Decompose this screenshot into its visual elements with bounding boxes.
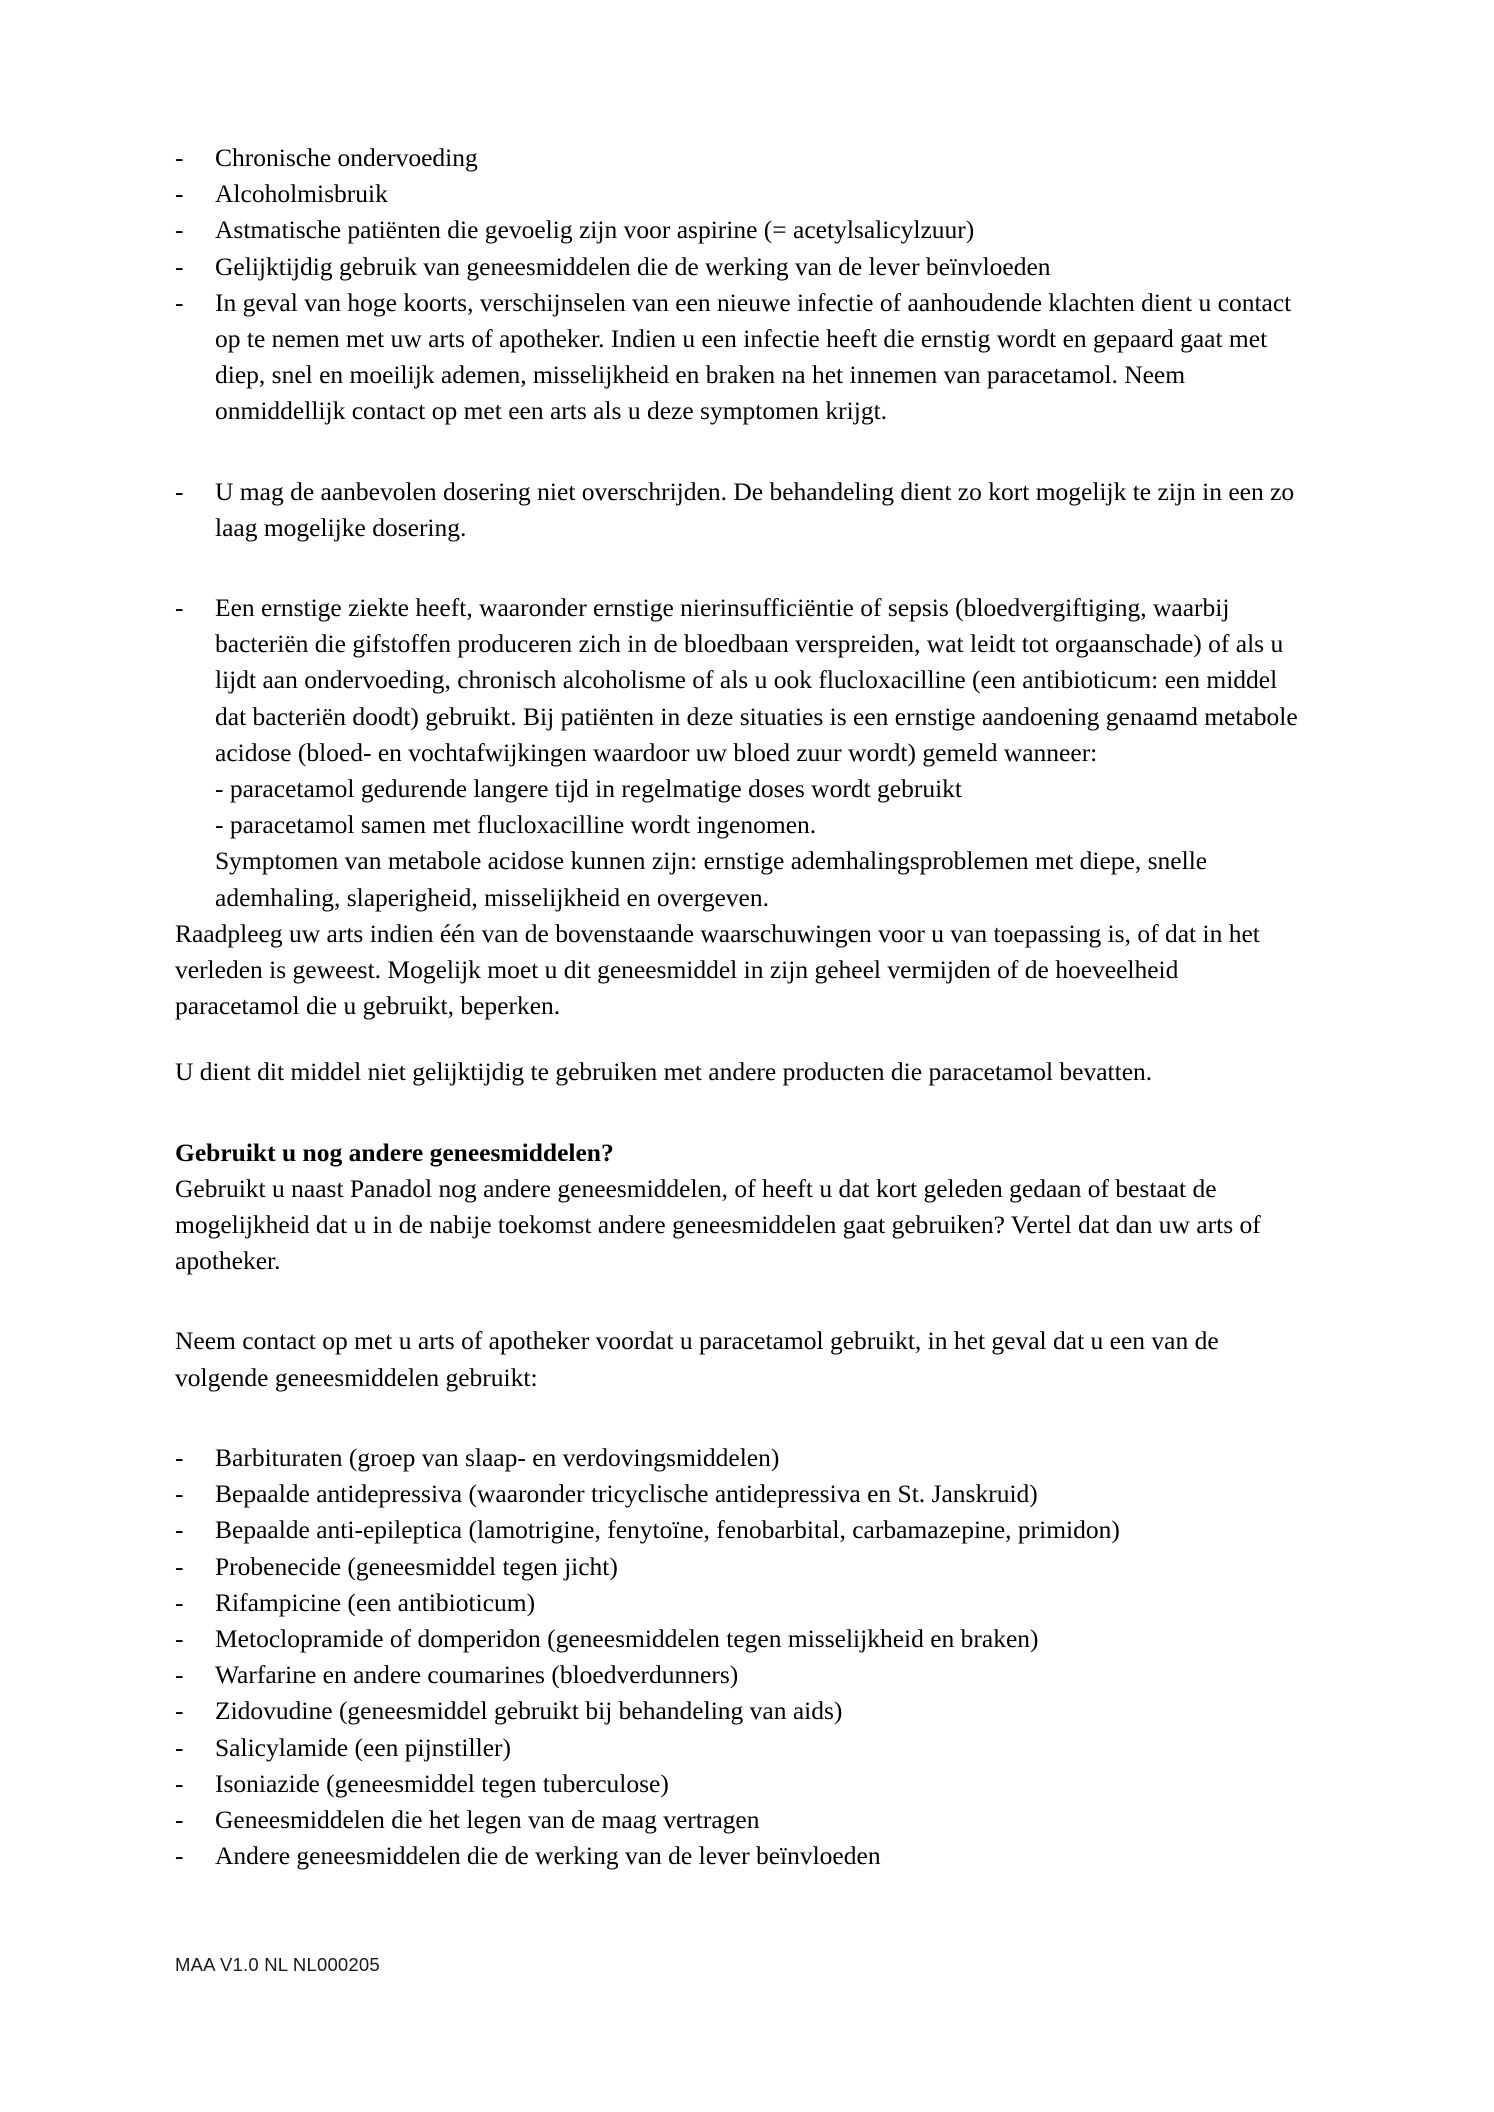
spacer (175, 1091, 1305, 1135)
bullet-dash-marker: - (175, 593, 184, 623)
list-item (175, 1476, 1305, 1512)
bullet-dash-marker: - (175, 251, 184, 281)
dosing-bullet-list (175, 474, 1305, 546)
concomitant-paracetamol-paragraph: U dient dit middel niet gelijktijdig te gebruiken met andere producten die paracetamol bevatten. (175, 1057, 1153, 1087)
page-footer-code: MAA V1.0 NL NL000205 (175, 1954, 380, 1975)
list-item (175, 1802, 1305, 1838)
bullet-dash-marker: - (175, 1660, 184, 1690)
spacer (175, 1396, 1305, 1440)
bullet-dash-marker: - (175, 1551, 184, 1581)
spacer (175, 1279, 1305, 1323)
list-item-text: U mag de aanbevolen dosering niet overschrijden. De behandeling dient zo kort mogelijk te zijn in een zo laag mogelijke dosering. (215, 476, 1295, 542)
bullet-dash-marker: - (175, 1804, 184, 1834)
list-item (175, 212, 1305, 248)
list-item-text: Bepaalde anti-epileptica (lamotrigine, fenytoïne, fenobarbital, carbamazepine, primidon) (215, 1515, 1120, 1545)
list-item (175, 1512, 1305, 1548)
list-item (175, 249, 1305, 285)
list-item-text: Zidovudine (geneesmiddel gebruikt bij behandeling van aids) (215, 1696, 843, 1726)
list-item (175, 176, 1305, 212)
section-heading-other-medicines: Gebruikt u nog andere geneesmiddelen? (175, 1137, 614, 1167)
list-item-text: Chronische ondervoeding (215, 143, 478, 172)
list-item (175, 1838, 1305, 1874)
list-item (175, 590, 1305, 916)
list-item-text: Probenecide (geneesmiddel tegen jicht) (215, 1551, 618, 1581)
list-item-text: Geneesmiddelen die het legen van de maag vertragen (215, 1804, 760, 1834)
bullet-dash-marker: - (175, 1515, 184, 1545)
bullet-dash-marker: - (175, 1841, 184, 1871)
spacer (175, 546, 1305, 590)
bullet-dash-marker: - (175, 287, 184, 317)
list-item (175, 1730, 1305, 1766)
warnings-bullet-list (175, 140, 1305, 430)
bullet-dash-marker: - (175, 1442, 184, 1472)
list-item-text: In geval van hoge koorts, verschijnselen van een nieuwe infectie of aanhoudende klachten dient u contact op te nemen met uw arts of apotheker. Indien u een infectie heeft die ernstig wordt en gepaard gaat met diep, snel en moeilijk ademen, misselijkheid en braken na het innemen van paracetamol. Neem onmiddellijk contact op met een arts als u deze symptomen krijgt. (215, 287, 1292, 426)
advice-paragraph: Raadpleeg uw arts indien één van de bovenstaande waarschuwingen voor u van toepassing is, of dat in het verleden is geweest. Mogelijk moet u dit geneesmiddel in zijn geheel vermijden of de hoeveelheid paracetamol die u gebruikt, beperken. (175, 918, 1267, 1021)
bullet-dash-marker: - (175, 1732, 184, 1762)
serious-illness-bullet-list (175, 590, 1305, 916)
bullet-dash-marker: - (175, 1587, 184, 1617)
list-item (175, 474, 1305, 546)
bullet-dash-marker: - (175, 215, 184, 245)
other-medicines-body: Gebruikt u naast Panadol nog andere geneesmiddelen, of heeft u dat kort geleden gedaan of bestaat de mogelijkheid dat u in de nabije toekomst andere geneesmiddelen gaat gebruiken? Vertel dat dan uw arts of apotheker. (175, 1173, 1268, 1276)
bullet-dash-marker: - (175, 1768, 184, 1798)
list-item-text: Barbituraten (groep van slaap- en verdovingsmiddelen) (215, 1442, 780, 1472)
spacer (175, 1024, 1305, 1054)
list-item-text: Alcoholmisbruik (215, 179, 388, 209)
bullet-dash-marker: - (175, 1696, 184, 1726)
contact-before-use-paragraph: Neem contact op met u arts of apotheker voordat u paracetamol gebruikt, in het geval dat u een van de volgende geneesmiddelen gebruikt: (175, 1326, 1226, 1392)
list-item-text: Rifampicine (een antibioticum) (215, 1587, 536, 1617)
list-item-text: Warfarine en andere coumarines (bloedverdunners) (215, 1660, 739, 1690)
list-item (175, 1766, 1305, 1802)
list-item-text: Metoclopramide of domperidon (geneesmiddelen tegen misselijkheid en braken) (215, 1623, 1039, 1653)
serious-illness-symptoms: Symptomen van metabole acidose kunnen zijn: ernstige ademhalingsproblemen met diepe, snelle ademhaling, slaperigheid, misselijkheid en overgeven. (215, 846, 1208, 912)
list-item-text: Bepaalde antidepressiva (waaronder tricyclische antidepressiva en St. Janskruid) (215, 1479, 1038, 1509)
interacting-medicines-list (175, 1440, 1305, 1874)
bullet-dash-marker: - (175, 1479, 184, 1509)
bullet-dash-marker: - (175, 1623, 184, 1653)
list-item (175, 285, 1305, 430)
bullet-dash-marker: - (175, 476, 184, 506)
document-body (175, 140, 1305, 1874)
list-item-text: Astmatische patiënten die gevoelig zijn voor aspirine (= acetylsalicylzuur) (215, 215, 975, 245)
list-item-text: Isoniazide (geneesmiddel tegen tuberculose) (215, 1768, 669, 1798)
list-item (175, 1657, 1305, 1693)
list-item (175, 140, 1305, 176)
list-item-text: Gelijktijdig gebruik van geneesmiddelen die de werking van de lever beïnvloeden (215, 251, 1051, 281)
sub-item-text: - paracetamol gedurende langere tijd in regelmatige doses wordt gebruikt (215, 774, 963, 804)
list-item-text: Andere geneesmiddelen die de werking van de lever beïnvloeden (215, 1841, 881, 1871)
list-item (175, 1440, 1305, 1476)
list-item (175, 1549, 1305, 1585)
sub-item-text: - paracetamol samen met flucloxacilline wordt ingenomen. (215, 810, 817, 840)
list-item (175, 1585, 1305, 1621)
list-item-text: Salicylamide (een pijnstiller) (215, 1732, 511, 1762)
serious-illness-intro: Een ernstige ziekte heeft, waaronder ernstige nierinsufficiëntie of sepsis (bloedvergiftiging, waarbij bacteriën die gifstoffen produceren zich in de bloedbaan verspreiden, wat leidt tot orgaanschade) of als u lijdt aan ondervoeding, chronisch alcoholisme of als u ook flucloxacilline (een antibioticum: een middel dat bacteriën doodt) gebruikt. Bij patiënten in deze situaties is een ernstige aandoening genaamd metabole acidose (bloed- en vochtafwijkingen waardoor uw bloed zuur wordt) gemeld wanneer: (215, 593, 1298, 767)
list-item (175, 1693, 1305, 1729)
list-item (175, 1621, 1305, 1657)
spacer (175, 430, 1305, 474)
bullet-dash-marker: - (175, 143, 184, 172)
bullet-dash-marker: - (175, 179, 184, 209)
